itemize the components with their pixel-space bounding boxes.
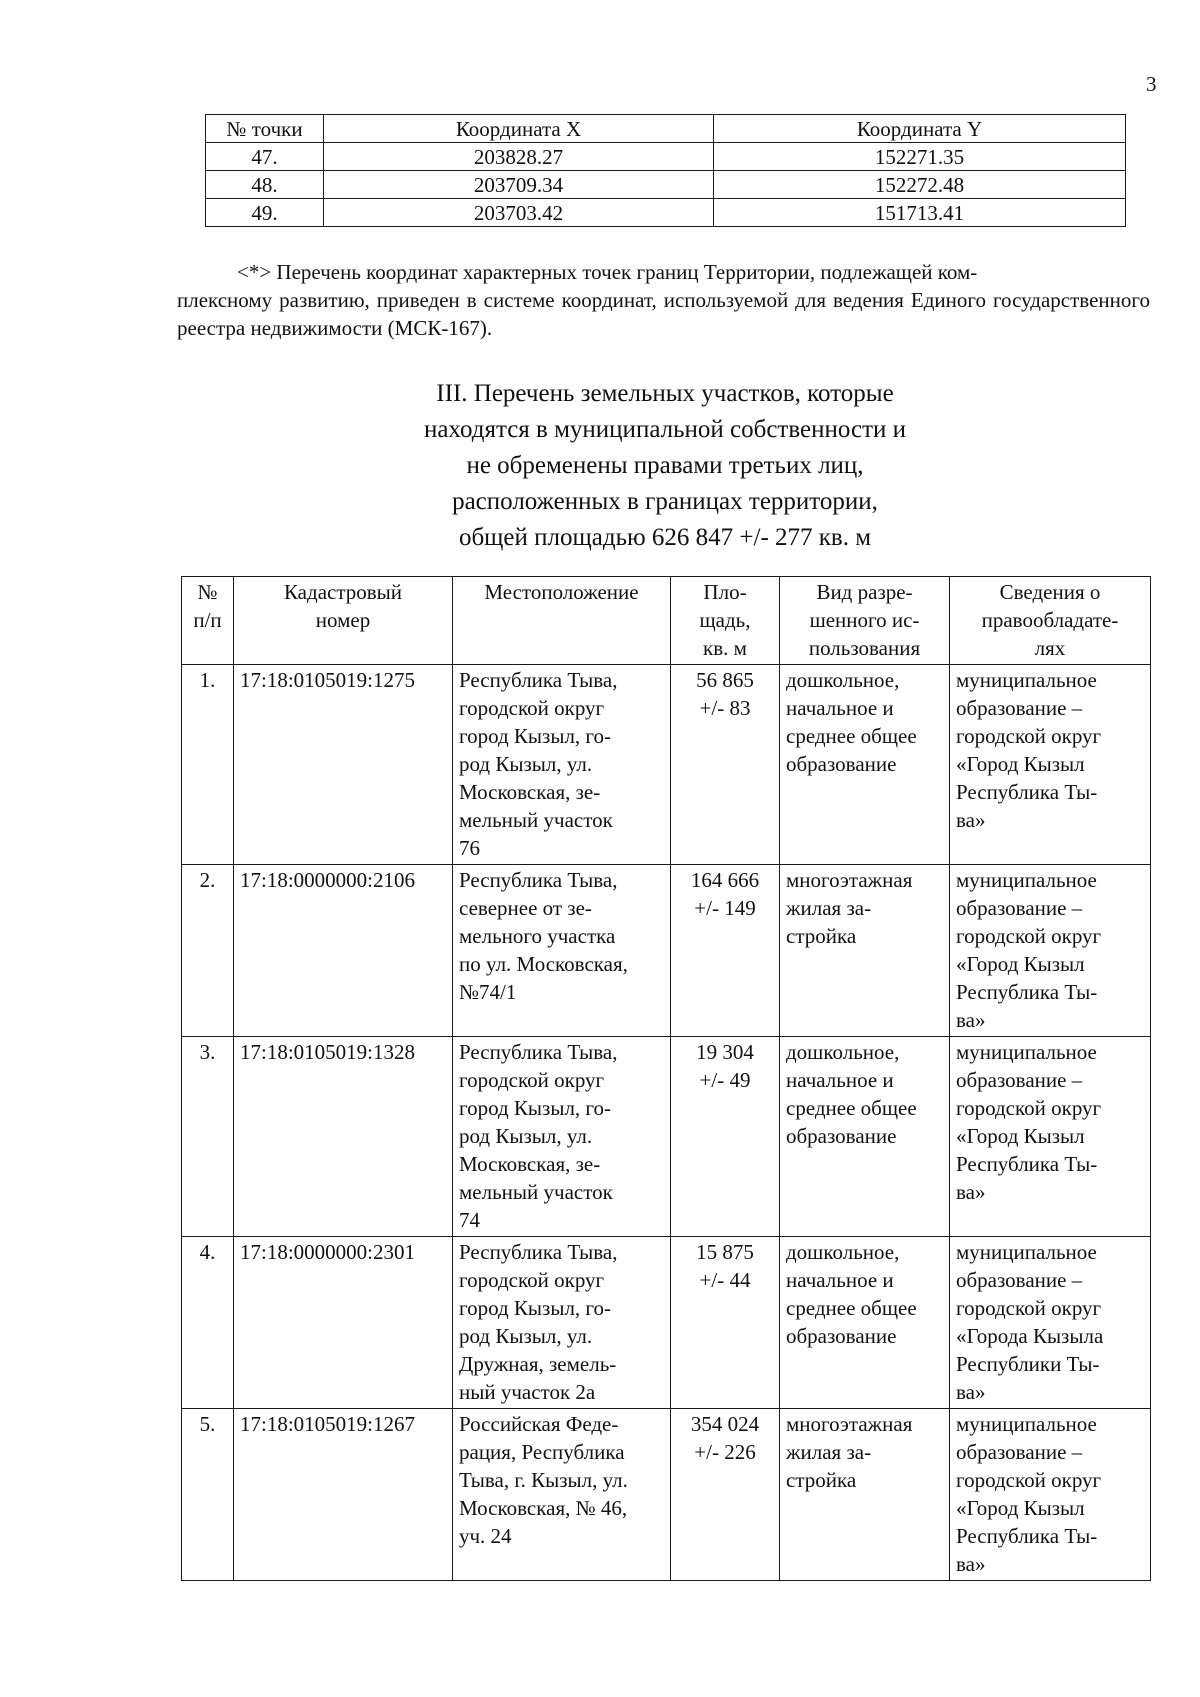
cell-text-line: многоэтажная — [786, 1412, 913, 1436]
cell-text-line: ва» — [956, 1552, 986, 1576]
cell-text-line: городской округ — [956, 1296, 1102, 1320]
cell-text-line: образование – — [956, 1440, 1083, 1464]
cell-text-line: дошкольное, — [786, 668, 900, 692]
cell-text-line: 74 — [459, 1208, 480, 1232]
cell-text-line: Московская, № 46, — [459, 1496, 628, 1520]
cell-text-line: Республика Ты- — [956, 780, 1098, 804]
cell-text-line: Московская, зе- — [459, 780, 601, 804]
cell-text-line: +/- 226 — [694, 1440, 756, 1464]
permitted-use-cell — [780, 1037, 950, 1237]
column-header-cadastral-number: Кадастровый номер — [234, 577, 453, 665]
location-cell — [453, 1037, 671, 1237]
cell-text-line: род Кызыл, ул. — [459, 1124, 593, 1148]
cell-text-line: 15 875 — [696, 1240, 754, 1264]
cadastral-number-cell: 17:18:0000000:2301 — [234, 1237, 453, 1409]
cell-text-line: муниципальное — [956, 868, 1097, 892]
cell-text-line: Московская, зе- — [459, 1152, 601, 1176]
heading-line: расположенных в границах территории, — [452, 488, 878, 515]
cell-text-line: +/- 49 — [699, 1068, 751, 1092]
permitted-use-cell — [780, 1409, 950, 1581]
area-cell — [671, 1409, 780, 1581]
permitted-use-cell — [780, 1237, 950, 1409]
cell-text-line: по ул. Московская, — [459, 952, 628, 976]
column-header-coordinate-y: Координата Y — [714, 115, 1126, 143]
point-number-cell: 49. — [206, 199, 324, 227]
row-number-cell: 4. — [182, 1237, 234, 1409]
cell-text-line: ва» — [956, 1008, 986, 1032]
land-plots-header-row — [182, 577, 1151, 665]
land-plots-table — [181, 576, 1151, 1581]
cell-text-line: Республика Тыва, — [459, 668, 618, 692]
cell-text-line: муниципальное — [956, 1040, 1097, 1064]
cell-text-line: начальное и — [786, 1068, 894, 1092]
permitted-use-cell — [780, 865, 950, 1037]
cell-text-line: среднее общее — [786, 1096, 917, 1120]
cell-text-line: Дружная, земель- — [459, 1352, 617, 1376]
column-header-permitted-use: Вид разре- шенного ис- пользования — [780, 577, 950, 665]
cell-text-line: среднее общее — [786, 1296, 917, 1320]
cell-text-line: Республики Ты- — [956, 1352, 1100, 1376]
row-number-cell: 5. — [182, 1409, 234, 1581]
cell-text-line: «Город Кызыл — [956, 1496, 1085, 1520]
cell-text-line: Российская Феде- — [459, 1412, 619, 1436]
table-row — [182, 865, 1151, 1037]
coordinate-x-cell: 203709.34 — [324, 171, 714, 199]
heading-line: не обременены правами третьих лиц, — [466, 452, 864, 479]
column-header-area: Пло- щадь, кв. м — [671, 577, 780, 665]
cell-text-line: род Кызыл, ул. — [459, 752, 593, 776]
cell-text-line: многоэтажная — [786, 868, 913, 892]
location-cell — [453, 1409, 671, 1581]
owner-info-cell — [950, 865, 1151, 1037]
coordinate-y-cell: 152271.35 — [714, 143, 1126, 171]
cell-text-line: городской округ — [459, 1068, 605, 1092]
cell-text-line: образование — [786, 1124, 897, 1148]
owner-info-cell — [950, 665, 1151, 865]
cell-text-line: севернее от зе- — [459, 896, 592, 920]
cell-text-line: Республика Ты- — [956, 1524, 1098, 1548]
cadastral-number-cell: 17:18:0000000:2106 — [234, 865, 453, 1037]
coordinates-table — [205, 114, 1126, 227]
heading-line: находятся в муниципальной собственности и — [423, 416, 907, 443]
column-header-owner-info: Сведения о правообладате- лях — [950, 577, 1151, 665]
column-header-row-number: № п/п — [182, 577, 234, 665]
cell-text-line: муниципальное — [956, 1240, 1097, 1264]
owner-info-cell — [950, 1409, 1151, 1581]
cell-text-line: образование — [786, 752, 897, 776]
table-row — [182, 1037, 1151, 1237]
owner-info-cell — [950, 1237, 1151, 1409]
cell-text-line: муниципальное — [956, 1412, 1097, 1436]
cell-text-line: дошкольное, — [786, 1040, 900, 1064]
cell-text-line: Республика Тыва, — [459, 1240, 618, 1264]
cell-text-line: +/- 44 — [699, 1268, 751, 1292]
cell-text-line: ва» — [956, 1380, 986, 1404]
cell-text-line: +/- 149 — [694, 896, 756, 920]
cell-text-line: род Кызыл, ул. — [459, 1324, 593, 1348]
cell-text-line: Республика Ты- — [956, 1152, 1098, 1176]
cell-text-line: город Кызыл, го- — [459, 724, 612, 748]
cell-text-line: Республика Тыва, — [459, 1040, 618, 1064]
location-cell — [453, 1237, 671, 1409]
section-heading — [300, 376, 1030, 556]
cell-text-line: городской округ — [956, 1096, 1102, 1120]
column-header-coordinate-x: Координата X — [324, 115, 714, 143]
cell-text-line: городской округ — [956, 924, 1102, 948]
cell-text-line: «Города Кызыла — [956, 1324, 1104, 1348]
cell-text-line: образование – — [956, 1068, 1083, 1092]
cell-text-line: 354 024 — [690, 1412, 760, 1436]
area-cell — [671, 665, 780, 865]
coordinate-system-footnote — [177, 258, 1150, 342]
cell-text-line: городской округ — [459, 696, 605, 720]
cell-text-line: дошкольное, — [786, 1240, 900, 1264]
cell-text-line: «Город Кызыл — [956, 752, 1085, 776]
page-number: 3 — [1146, 72, 1157, 96]
column-header-location: Местоположение — [453, 577, 671, 665]
cell-text-line: +/- 83 — [699, 696, 751, 720]
cell-text-line: Республика Тыва, — [459, 868, 618, 892]
cell-text-line: городской округ — [956, 1468, 1102, 1492]
cell-text-line: жилая за- — [786, 896, 872, 920]
coordinate-y-cell: 151713.41 — [714, 199, 1126, 227]
coordinate-x-cell: 203703.42 — [324, 199, 714, 227]
cell-text-line: ный участок 2а — [459, 1380, 596, 1404]
table-row — [182, 1237, 1151, 1409]
cell-text-line: 56 865 — [696, 668, 754, 692]
row-number-cell: 2. — [182, 865, 234, 1037]
table-row — [206, 171, 1126, 199]
cell-text-line: мельный участок — [459, 1180, 613, 1204]
cell-text-line: образование – — [956, 896, 1083, 920]
cell-text-line: образование – — [956, 1268, 1083, 1292]
point-number-cell: 47. — [206, 143, 324, 171]
cell-text-line: №74/1 — [459, 980, 517, 1004]
cell-text-line: мельный участок — [459, 808, 613, 832]
cell-text-line: жилая за- — [786, 1440, 872, 1464]
cell-text-line: образование – — [956, 696, 1083, 720]
column-header-point-number: № точки — [206, 115, 324, 143]
cell-text-line: начальное и — [786, 696, 894, 720]
cell-text-line: город Кызыл, го- — [459, 1296, 612, 1320]
cell-text-line: городской округ — [956, 724, 1102, 748]
cell-text-line: уч. 24 — [459, 1524, 512, 1548]
cell-text-line: «Город Кызыл — [956, 1124, 1085, 1148]
cell-text-line: 76 — [459, 836, 480, 860]
heading-line: общей площадью 626 847 +/- 277 кв. м — [458, 524, 872, 551]
cell-text-line: ва» — [956, 1180, 986, 1204]
heading-line: III. Перечень земельных участков, которые — [436, 380, 894, 407]
area-cell — [671, 865, 780, 1037]
point-number-cell: 48. — [206, 171, 324, 199]
table-row — [182, 665, 1151, 865]
cadastral-number-cell: 17:18:0105019:1275 — [234, 665, 453, 865]
area-cell — [671, 1037, 780, 1237]
permitted-use-cell — [780, 665, 950, 865]
land-plots-body — [182, 665, 1151, 1581]
cell-text-line: начальное и — [786, 1268, 894, 1292]
cell-text-line: Тыва, г. Кызыл, ул. — [459, 1468, 628, 1492]
cell-text-line: стройка — [786, 924, 857, 948]
cell-text-line: среднее общее — [786, 724, 917, 748]
cadastral-number-cell: 17:18:0105019:1267 — [234, 1409, 453, 1581]
cell-text-line: муниципальное — [956, 668, 1097, 692]
location-cell — [453, 865, 671, 1037]
cell-text-line: 19 304 — [696, 1040, 754, 1064]
cell-text-line: стройка — [786, 1468, 857, 1492]
cell-text-line: город Кызыл, го- — [459, 1096, 612, 1120]
footnote-continuation: плексному развитию, приведен в системе координат, используемой для ведения Единого государственного реестра недвижимости (МСК-167). — [177, 288, 1150, 340]
cell-text-line: образование — [786, 1324, 897, 1348]
cell-text-line: городской округ — [459, 1268, 605, 1292]
coordinate-x-cell: 203828.27 — [324, 143, 714, 171]
cell-text-line: Республика Ты- — [956, 980, 1098, 1004]
coordinates-header-row — [206, 115, 1126, 143]
cell-text-line: рация, Республика — [459, 1440, 625, 1464]
table-row — [206, 143, 1126, 171]
table-row — [182, 1409, 1151, 1581]
cell-text-line: «Город Кызыл — [956, 952, 1085, 976]
cell-text-line: мельного участка — [459, 924, 616, 948]
cell-text-line: ва» — [956, 808, 986, 832]
cadastral-number-cell: 17:18:0105019:1328 — [234, 1037, 453, 1237]
row-number-cell: 1. — [182, 665, 234, 865]
coordinate-y-cell: 152272.48 — [714, 171, 1126, 199]
cell-text-line: 164 666 — [690, 868, 760, 892]
location-cell — [453, 665, 671, 865]
row-number-cell: 3. — [182, 1037, 234, 1237]
footnote-first-line: <*> Перечень координат характерных точек границ Территории, подлежащей ком- — [237, 260, 978, 284]
area-cell — [671, 1237, 780, 1409]
table-row — [206, 199, 1126, 227]
owner-info-cell — [950, 1037, 1151, 1237]
